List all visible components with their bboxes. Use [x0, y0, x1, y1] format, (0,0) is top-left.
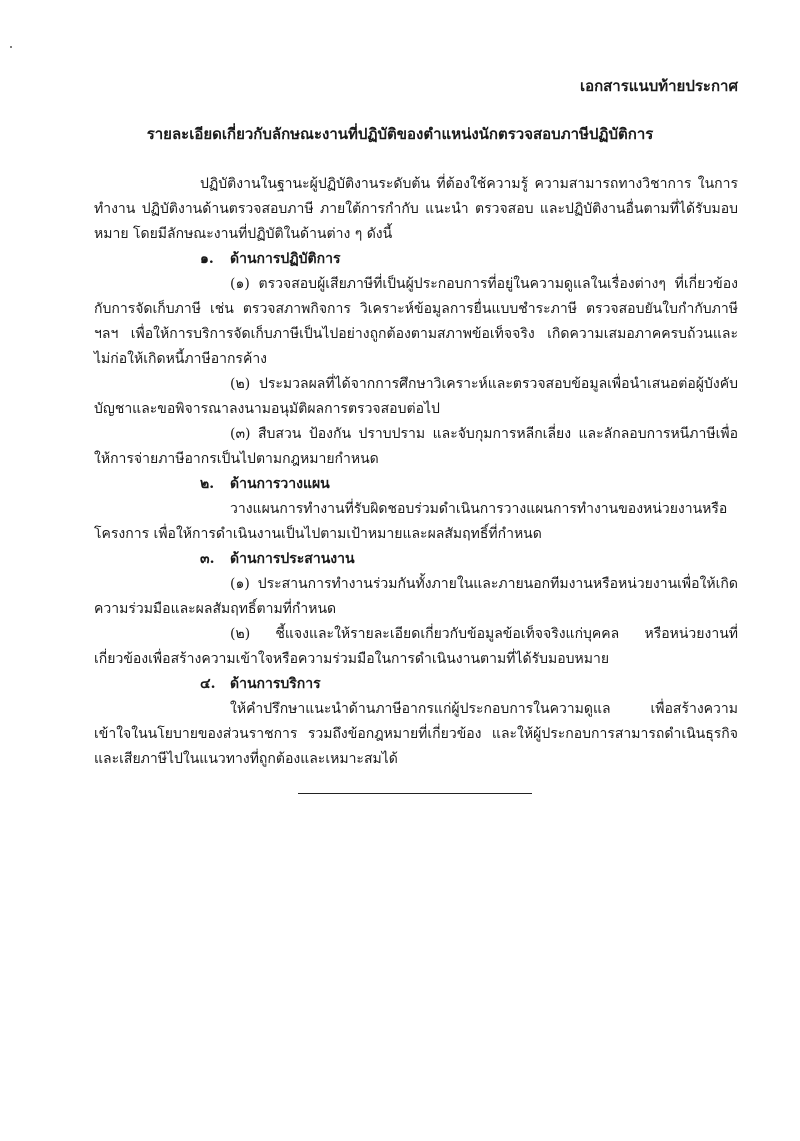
attachment-note: เอกสารแนบท้ายประกาศ: [579, 77, 738, 95]
section-item: (๒) ชี้แจงและให้รายละเอียดเกี่ยวกับข้อมูลข้อเท็จจริงแก่บุคคล หรือหน่วยงานที่เกี่ยวข้องเพื่อสร้างความเข้าใจหรือความร่วมมือในการดำเนินงานตามที่ได้รับมอบหมาย: [94, 626, 738, 667]
section-heading: [94, 472, 738, 497]
section-item: ให้คำปรึกษาแนะนำด้านภาษีอากรแก่ผู้ประกอบการในความดูแล เพื่อสร้างความเข้าใจในนโยบายของส่วนราชการ รวมถึงข้อกฎหมายที่เกี่ยวข้อง และให้ผู้ประกอบการสามารถดำเนินธุรกิจและเสียภาษีไปในแนวทางที่ถูกต้องและเหมาะสมได้: [94, 701, 738, 767]
section-item: (๒) ประมวลผลที่ได้จากการศึกษาวิเคราะห์และตรวจสอบข้อมูลเพื่อนำเสนอต่อผู้บังคับบัญชาและขอพิจารณาลงนามอนุมัติผลการตรวจสอบต่อไป: [94, 376, 738, 417]
section-service: [94, 672, 738, 772]
section-title: ด้านการวางแผน: [230, 476, 330, 492]
document-body: [94, 172, 738, 772]
section-planning: [94, 472, 738, 547]
section-number: ๔.: [200, 676, 216, 692]
section-title: ด้านการปฏิบัติการ: [230, 251, 341, 267]
closing-rule: [298, 793, 532, 794]
section-heading: [94, 247, 738, 272]
section-item: (๓) สืบสวน ป้องกัน ปราบปราม และจับกุมการหลีกเลี่ยง และลักลอบการหนีภาษีเพื่อให้การจ่ายภาษีอากรเป็นไปตามกฎหมายกำหนด: [94, 426, 738, 467]
intro-paragraph: ปฏิบัติงานในฐานะผู้ปฏิบัติงานระดับต้น ที่ต้องใช้ความรู้ ความสามารถทางวิชาการ ในการทำงาน ปฏิบัติงานด้านตรวจสอบภาษี ภายใต้การกำกับ แนะนำ ตรวจสอบ และปฏิบัติงานอื่นตามที่ได้รับมอบหมาย โดยมีลักษณะงานที่ปฏิบัติในด้านต่าง ๆ ดังนี้: [94, 176, 738, 242]
section-heading: [94, 672, 738, 697]
section-item: (๑) ตรวจสอบผู้เสียภาษีที่เป็นผู้ประกอบการที่อยู่ในความดูแลในเรื่องต่างๆ ที่เกี่ยวข้องกับการจัดเก็บภาษี เช่น ตรวจสภาพกิจการ วิเคราะห์ข้อมูลการยื่นแบบชำระภาษี ตรวจสอบยันใบกำกับภาษี ฯลฯ เพื่อให้การบริการจัดเก็บภาษีเป็นไปอย่างถูกต้องตามสภาพข้อเท็จจริง เกิดความเสมอภาคครบถ้วนและไม่ก่อให้เกิดหนี้ภาษีอากรค้าง: [94, 276, 738, 367]
section-item: วางแผนการทำงานที่รับผิดชอบร่วมดำเนินการวางแผนการทำงานของหน่วยงานหรือโครงการ เพื่อให้การดำเนินงานเป็นไปตามเป้าหมายและผลสัมฤทธิ์ที่กำหนด: [94, 501, 728, 542]
section-number: ๓.: [200, 551, 215, 567]
section-number: ๒.: [200, 476, 215, 492]
section-operations: [94, 247, 738, 472]
section-coordination: [94, 547, 738, 672]
scan-speck: [10, 46, 12, 48]
section-title: ด้านการบริการ: [230, 676, 321, 692]
section-heading: [94, 547, 738, 572]
section-item: (๑) ประสานการทำงานร่วมกันทั้งภายในและภายนอกทีมงานหรือหน่วยงานเพื่อให้เกิดความร่วมมือและผลสัมฤทธิ์ตามที่กำหนด: [94, 576, 738, 617]
section-title: ด้านการประสานงาน: [230, 551, 355, 567]
document-title: รายละเอียดเกี่ยวกับลักษณะงานที่ปฏิบัติของตำแหน่งนักตรวจสอบภาษีปฏิบัติการ: [146, 125, 654, 143]
section-number: ๑.: [200, 251, 214, 267]
